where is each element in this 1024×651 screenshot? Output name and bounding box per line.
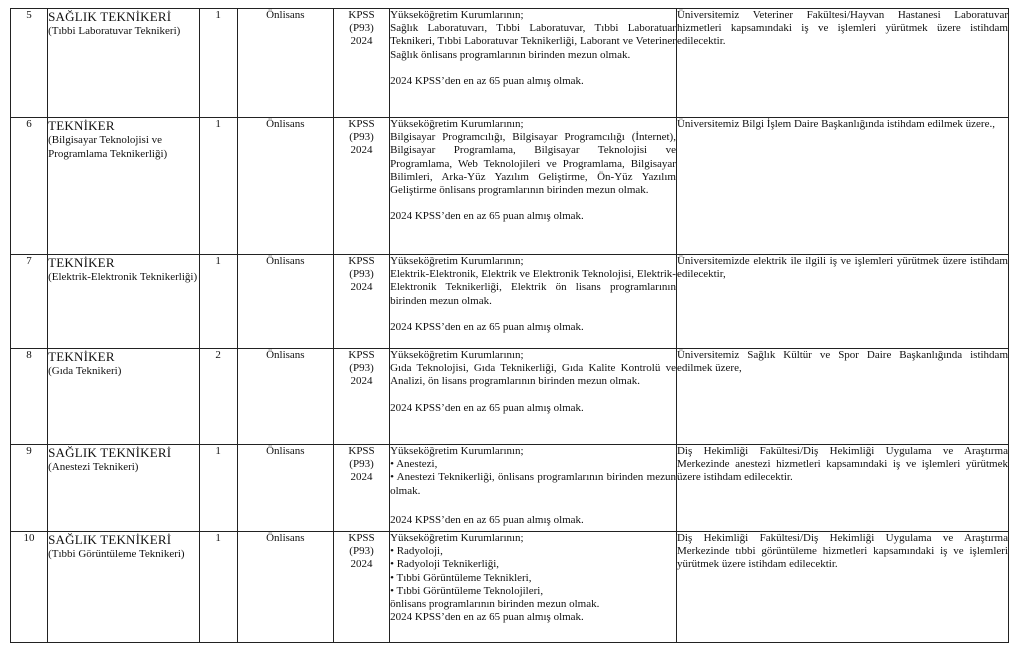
- exam-cell: [333, 532, 389, 643]
- position-title-cell: [48, 445, 199, 532]
- requirement-line: Yükseköğretim Kurumlarının;: [390, 9, 524, 21]
- requirement-line: Gıda Teknolojisi, Gıda Teknikerliği, Gıda Kalite Kontrolü ve Analizi, ön lisans programlarının birinden mezun olmak.: [390, 362, 676, 388]
- education-level: Önlisans: [237, 349, 333, 445]
- requirement-line: Yükseköğretim Kurumlarının;: [390, 532, 524, 544]
- requirement-line: • Radyoloji Teknikerliği,: [390, 558, 500, 571]
- score-requirement: 2024 KPSS’den en az 65 puan almış olmak.: [390, 401, 584, 414]
- exam-score-type: (P93): [349, 22, 374, 35]
- exam-year: 2024: [350, 375, 373, 388]
- exam-name: KPSS: [348, 349, 375, 361]
- requirement-line: • Radyoloji,: [390, 545, 443, 558]
- exam-score-type: (P93): [349, 458, 374, 471]
- position-title: TEKNİKER: [48, 255, 115, 270]
- table-row: [11, 118, 1009, 255]
- position-subtitle: (Tıbbi Laboratuvar Teknikeri): [48, 25, 181, 37]
- position-quantity: 1: [199, 255, 237, 349]
- row-number: 6: [11, 118, 48, 255]
- requirement-line: Elektrik-Elektronik, Elektrik ve Elektronik Teknolojisi, Elektrik-Elektronik Teknikerliği, Elektrik ön lisans programlarının birinden mezun olmak.: [390, 268, 676, 307]
- requirement-line: Yükseköğretim Kurumlarının;: [390, 255, 524, 267]
- row-number: 10: [11, 532, 48, 643]
- position-quantity: 2: [199, 349, 237, 445]
- exam-name: KPSS: [348, 445, 375, 457]
- position-subtitle: (Elektrik-Elektronik Teknikerliği): [48, 271, 198, 283]
- note-cell: Diş Hekimliği Fakültesi/Diş Hekimliği Uygulama ve Araştırma Merkezinde tıbbi görüntüleme hizmetleri kapsamındaki iş ve işlemleri yürütmek üzere istihdam edilecektir.: [676, 532, 1008, 643]
- requirement-line: önlisans programlarının birinden mezun olmak.: [390, 598, 600, 611]
- note-cell: Üniversitemiz Sağlık Kültür ve Spor Daire Başkanlığında istihdam edilmek üzere,: [676, 349, 1008, 445]
- requirement-line: Yükseköğretim Kurumlarının;: [390, 118, 524, 130]
- requirement-line: Bilgisayar Programcılığı, Bilgisayar Programcılığı (İnternet), Bilgisayar Programlama, Bilgisayar Teknolojisi ve Programlama, Web Teknolojileri ve Programlama, Bilgisayar Bilimleri, Arka-Yüz Yazılım Geliştirme, Ön-Yüz Yazılım Geliştirme önlisans programlarının birinden mezun olmak.: [390, 131, 676, 197]
- requirement-line: • Tıbbi Görüntüleme Teknikleri,: [390, 571, 532, 584]
- position-quantity: 1: [199, 532, 237, 643]
- requirement-line: Sağlık Laboratuvarı, Tıbbi Laboratuvar, Tıbbi Laboratuar Teknikeri, Tıbbi Laboratuvar Teknikerliği, Laborant ve Veteriner Sağlık önlisans programlarının birinden mezun olmak.: [390, 22, 676, 61]
- education-level: Önlisans: [237, 445, 333, 532]
- score-requirement: 2024 KPSS’den en az 65 puan almış olmak.: [390, 210, 584, 223]
- exam-year: 2024: [350, 35, 373, 48]
- position-title-cell: [48, 9, 199, 118]
- table-row: [11, 9, 1009, 118]
- requirements-cell: [390, 255, 677, 349]
- position-title: SAĞLIK TEKNİKERİ: [48, 532, 172, 547]
- score-requirement: 2024 KPSS’den en az 65 puan almış olmak.: [390, 320, 584, 333]
- exam-score-type: (P93): [349, 362, 374, 375]
- table-row: [11, 349, 1009, 445]
- score-requirement: 2024 KPSS’den en az 65 puan almış olmak.: [390, 74, 584, 87]
- exam-score-type: (P93): [349, 545, 374, 558]
- education-level: Önlisans: [237, 532, 333, 643]
- position-title: TEKNİKER: [48, 118, 115, 133]
- requirement-line: Yükseköğretim Kurumlarının;: [390, 445, 524, 457]
- score-requirement: 2024 KPSS’den en az 65 puan almış olmak.: [390, 611, 584, 624]
- exam-name: KPSS: [348, 118, 375, 130]
- position-title-cell: [48, 349, 199, 445]
- note-cell: Üniversitemizde elektrik ile ilgili iş ve işlemleri yürütmek üzere istihdam edilecektir,: [676, 255, 1008, 349]
- exam-year: 2024: [350, 281, 373, 294]
- row-number: 9: [11, 445, 48, 532]
- requirements-cell: [390, 118, 677, 255]
- requirement-line: • Anestezi Teknikerliği, önlisans programlarının birinden mezun olmak.: [390, 471, 676, 497]
- row-number: 5: [11, 9, 48, 118]
- position-title-cell: [48, 118, 199, 255]
- position-subtitle: (Gıda Teknikeri): [48, 365, 122, 377]
- row-number: 7: [11, 255, 48, 349]
- requirement-line: • Anestezi,: [390, 458, 438, 471]
- exam-cell: [333, 255, 389, 349]
- position-quantity: 1: [199, 445, 237, 532]
- position-quantity: 1: [199, 118, 237, 255]
- row-number: 8: [11, 349, 48, 445]
- position-subtitle: (Tıbbi Görüntüleme Teknikeri): [48, 548, 185, 560]
- exam-cell: [333, 349, 389, 445]
- note-cell: Üniversitemiz Veteriner Fakültesi/Hayvan Hastanesi Laboratuvar hizmetleri kapsamındaki iş ve işlemleri yürütmek üzere istihdam edilecektir.: [676, 9, 1008, 118]
- exam-name: KPSS: [348, 9, 375, 21]
- position-title: SAĞLIK TEKNİKERİ: [48, 9, 172, 24]
- table-row: [11, 445, 1009, 532]
- note-cell: Üniversitemiz Bilgi İşlem Daire Başkanlığında istihdam edilmek üzere.,: [676, 118, 1008, 255]
- note-cell: Diş Hekimliği Fakültesi/Diş Hekimliği Uygulama ve Araştırma Merkezinde anestezi hizmetleri kapsamındaki iş ve işlemleri yürütmek üzere istihdam edilecektir.: [676, 445, 1008, 532]
- exam-cell: [333, 445, 389, 532]
- exam-cell: [333, 9, 389, 118]
- table-row: [11, 532, 1009, 643]
- score-requirement: 2024 KPSS’den en az 65 puan almış olmak.: [390, 513, 584, 526]
- education-level: Önlisans: [237, 118, 333, 255]
- education-level: Önlisans: [237, 255, 333, 349]
- exam-year: 2024: [350, 471, 373, 484]
- requirement-line: • Tıbbi Görüntüleme Teknolojileri,: [390, 584, 544, 597]
- exam-name: KPSS: [348, 532, 375, 544]
- position-quantity: 1: [199, 9, 237, 118]
- education-level: Önlisans: [237, 9, 333, 118]
- exam-year: 2024: [350, 558, 373, 571]
- positions-table-container: [10, 8, 1009, 643]
- positions-table: [10, 8, 1009, 643]
- exam-name: KPSS: [348, 255, 375, 267]
- requirements-cell: [390, 532, 677, 643]
- position-subtitle: (Bilgisayar Teknolojisi ve Programlama Teknikerliği): [48, 134, 168, 160]
- exam-score-type: (P93): [349, 131, 374, 144]
- requirement-line: Yükseköğretim Kurumlarının;: [390, 349, 524, 361]
- requirements-cell: [390, 349, 677, 445]
- exam-year: 2024: [350, 144, 373, 157]
- exam-cell: [333, 118, 389, 255]
- position-title: SAĞLIK TEKNİKERİ: [48, 445, 172, 460]
- position-title-cell: [48, 532, 199, 643]
- table-row: [11, 255, 1009, 349]
- requirements-cell: [390, 445, 677, 532]
- exam-score-type: (P93): [349, 268, 374, 281]
- position-title: TEKNİKER: [48, 349, 115, 364]
- position-subtitle: (Anestezi Teknikeri): [48, 461, 139, 473]
- position-title-cell: [48, 255, 199, 349]
- requirements-cell: [390, 9, 677, 118]
